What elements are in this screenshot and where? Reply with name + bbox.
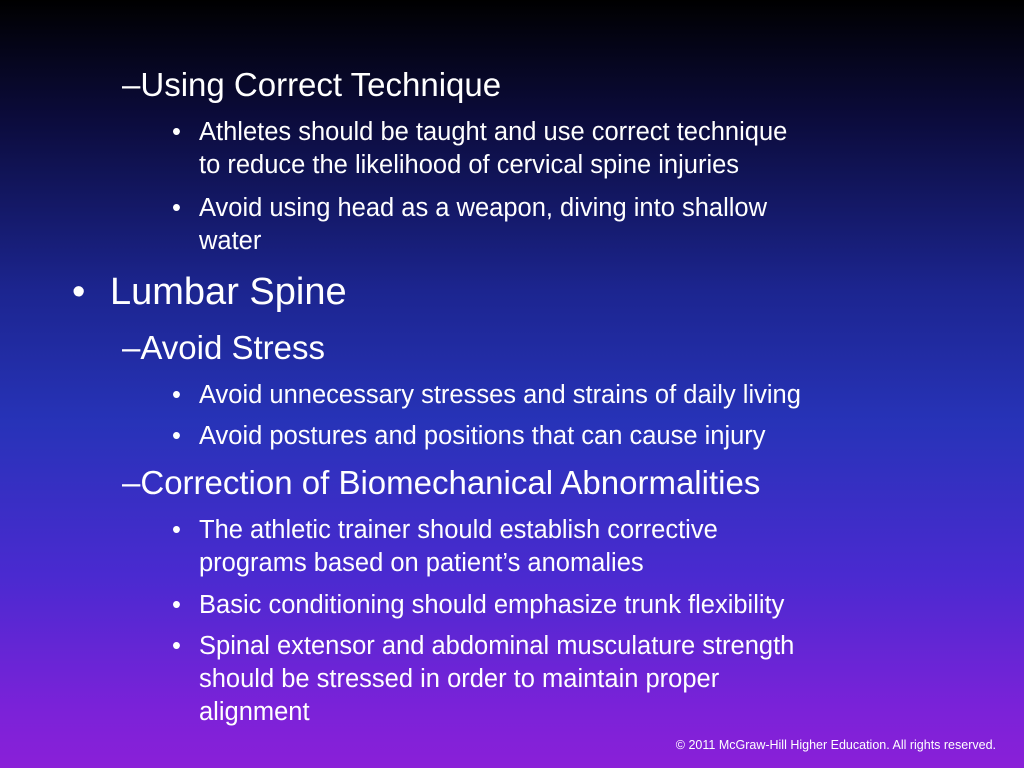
bullet-text: Avoid using head as a weapon, diving into shallow water — [199, 194, 767, 255]
bullet-marker: • — [172, 516, 181, 544]
heading-text: Lumbar Spine — [110, 271, 347, 313]
bullet-marker: • — [172, 381, 181, 409]
bullet-marker: • — [172, 591, 181, 619]
sub-heading-correct-technique — [122, 66, 501, 104]
bullet-text: Athletes should be taught and use correct technique to reduce the likelihood of cervical spine injuries — [199, 118, 788, 179]
dash-marker: – — [122, 329, 141, 366]
bullet-text: Basic conditioning should emphasize trunk flexibility — [199, 591, 785, 619]
bullet-marker: • — [72, 271, 86, 313]
bullet-marker: • — [172, 632, 181, 660]
bullet-text: Spinal extensor and abdominal musculature strength should be stressed in order to maintain proper alignment — [199, 632, 795, 726]
dash-marker: – — [122, 66, 141, 103]
bullet-marker: • — [172, 194, 181, 222]
copyright-footer: © 2011 McGraw-Hill Higher Education. All rights reserved. — [675, 738, 996, 752]
sub-heading-avoid-stress — [122, 329, 325, 367]
bullet-text: Avoid unnecessary stresses and strains of daily living — [199, 381, 801, 409]
sub-heading-text: Using Correct Technique — [140, 66, 502, 103]
sub-heading-text: Avoid Stress — [140, 329, 326, 366]
sub-heading-text: Correction of Biomechanical Abnormalities — [140, 464, 761, 501]
bullet-marker: • — [172, 118, 181, 146]
dash-marker: – — [122, 464, 141, 501]
sub-heading-biomechanical — [122, 464, 760, 502]
bullet-marker: • — [172, 422, 181, 450]
bullet-text: The athletic trainer should establish corrective programs based on patient’s anomalies — [199, 516, 718, 577]
bullet-text: Avoid postures and positions that can cause injury — [199, 422, 766, 450]
